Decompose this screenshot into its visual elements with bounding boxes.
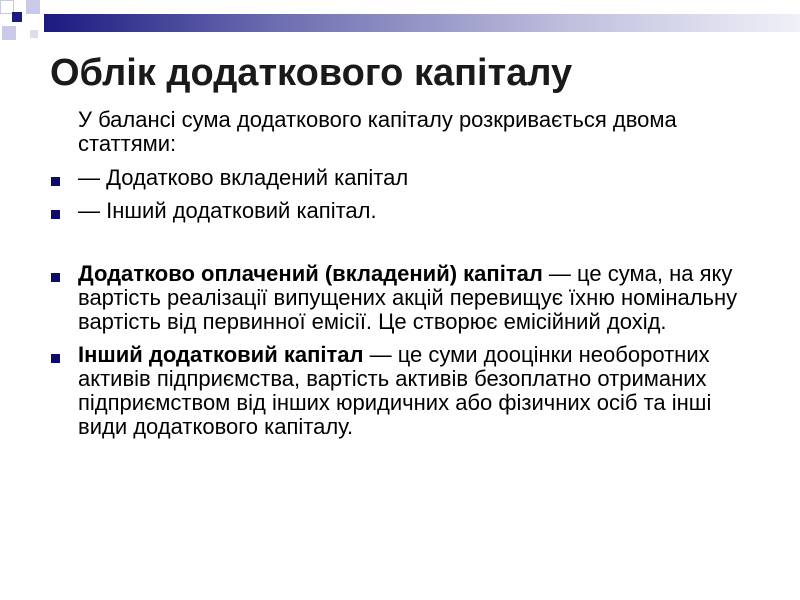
deco-square <box>30 30 38 38</box>
definition-text: — це суми дооцінки необоротних активів підприємства, вартість активів безоплатно отриманих підприємством від інших юридичних або фізичних осіб та інші види додаткового капіталу. <box>78 342 712 439</box>
square-bullet-icon <box>51 210 60 219</box>
intro-text: У балансі сума додаткового капіталу розкривається двома статтями: <box>78 107 677 156</box>
slide-title: Облік додаткового капіталу <box>50 52 573 94</box>
spacer <box>48 232 738 262</box>
definition-term: Додатково оплачений (вкладений) капітал <box>78 261 543 286</box>
definition-term: Інший додатковий капітал <box>78 342 364 367</box>
header-decoration <box>0 0 800 50</box>
list-item-text: — Інший додатковий капітал. <box>78 198 377 223</box>
definition-item <box>48 343 738 439</box>
header-gradient-bar <box>44 14 800 32</box>
definition-item <box>48 262 738 334</box>
deco-square <box>2 26 16 40</box>
deco-square <box>12 12 22 22</box>
slide-content <box>48 108 738 448</box>
list-item-text: — Додатково вкладений капітал <box>78 165 409 190</box>
square-bullet-icon <box>51 177 60 186</box>
definition-text: — це сума, на яку вартість реалізації випущених акцій перевищує їхню номінальну вартість від первинної емісії. Це створює емісійний дохід. <box>78 261 738 334</box>
list-item <box>48 199 738 223</box>
list-item <box>48 166 738 190</box>
deco-square <box>26 0 40 14</box>
square-bullet-icon <box>51 273 60 282</box>
square-bullet-icon <box>51 354 60 363</box>
